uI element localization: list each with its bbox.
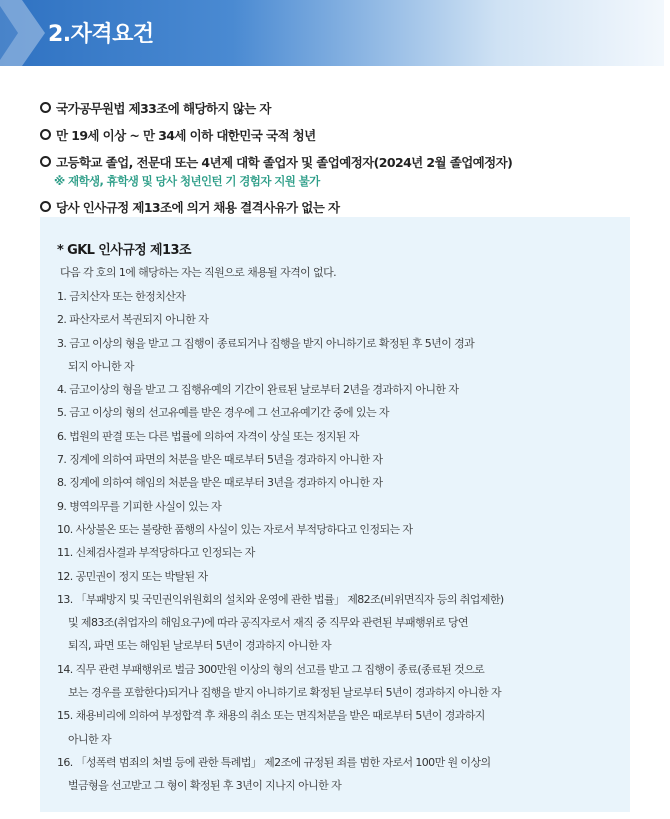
requirements-list — [40, 96, 660, 218]
regulation-items — [57, 285, 617, 798]
regulation-line: 15. 채용비리에 의하여 부정합격 후 채용의 취소 또는 면직처분을 받은 때로부터 5년이 경과하지 — [57, 709, 485, 723]
requirement-item — [40, 123, 660, 146]
regulation-line: 퇴직, 파면 또는 해임된 날로부터 5년이 경과하지 아니한 자 — [68, 639, 332, 653]
circle-bullet-icon — [40, 156, 51, 167]
requirement-item — [40, 96, 660, 119]
regulation-box — [40, 217, 630, 812]
section-header — [0, 0, 664, 66]
regulation-line: 보는 경우를 포함한다)되거나 집행을 받지 아니하기로 확정된 날로부터 5년이 경과하지 아니한 자 — [68, 686, 501, 700]
regulation-line: 9. 병역의무를 기피한 사실이 있는 자 — [57, 499, 222, 513]
regulation-line: 16. 「성폭력 범죄의 처벌 등에 관한 특례법」 제2조에 규정된 죄를 범한 자로서 100만 원 이상의 — [57, 755, 491, 769]
regulation-line: 8. 징계에 의하여 해임의 처분을 받은 때로부터 3년을 경과하지 아니한 자 — [57, 476, 383, 490]
circle-bullet-icon — [40, 102, 51, 113]
regulation-line: 6. 법원의 판결 또는 다른 법률에 의하여 자격이 상실 또는 정지된 자 — [57, 429, 359, 443]
regulation-line: 10. 사상불온 또는 불량한 품행의 사실이 있는 자로서 부적당하다고 인정되는 자 — [57, 522, 413, 536]
regulation-intro: 다음 각 호의 1에 해당하는 자는 직원으로 채용될 자격이 없다. — [60, 266, 336, 279]
regulation-line: 4. 금고이상의 형을 받고 그 집행유예의 기간이 완료된 날로부터 2년을 경과하지 아니한 자 — [57, 383, 459, 397]
requirement-text: 고등학교 졸업, 전문대 또는 4년제 대학 졸업자 및 졸업예정자(2024년 2월 졸업예정자) — [56, 154, 513, 170]
regulation-line: 7. 징계에 의하여 파면의 처분을 받은 때로부터 5년을 경과하지 아니한 자 — [57, 453, 383, 467]
requirement-item — [40, 195, 660, 218]
page-title: 2.자격요건 — [48, 22, 154, 47]
regulation-line: 12. 공민권이 정지 또는 박탈된 자 — [57, 569, 208, 583]
regulation-line: 아니한 자 — [68, 732, 112, 746]
circle-bullet-icon — [40, 201, 51, 212]
regulation-line: 3. 금고 이상의 형을 받고 그 집행이 종료되거나 집행을 받지 아니하기로 확정된 후 5년이 경과 — [57, 336, 475, 350]
requirement-note: ※ 재학생, 휴학생 및 당사 청년인턴 기 경험자 지원 불가 — [54, 174, 320, 188]
regulation-line: 11. 신체검사결과 부적당하다고 인정되는 자 — [57, 546, 255, 560]
circle-bullet-icon — [40, 129, 51, 140]
regulation-line: 및 제83조(취업자의 해임요구)에 따라 공직자로서 재직 중 직무와 관련된 부패행위로 당연 — [68, 616, 469, 630]
regulation-line: 벌금형을 선고받고 그 형이 확정된 후 3년이 지나지 아니한 자 — [68, 779, 342, 793]
regulation-title: * GKL 인사규정 제13조 — [57, 243, 191, 258]
requirement-text: 국가공무원법 제33조에 해당하지 않는 자 — [56, 100, 271, 116]
requirement-text: 당사 인사규정 제13조에 의거 채용 결격사유가 없는 자 — [56, 199, 340, 215]
requirement-item — [40, 150, 660, 173]
regulation-line: 1. 금치산자 또는 한정치산자 — [57, 290, 186, 303]
regulation-line: 5. 금고 이상의 형의 선고유예를 받은 경우에 그 선고유예기간 중에 있는 자 — [57, 406, 389, 420]
regulation-line: 되지 아니한 자 — [68, 359, 134, 373]
regulation-line: 2. 파산자로서 복권되지 아니한 자 — [57, 313, 209, 327]
regulation-line: 14. 직무 관련 부패행위로 벌금 300만원 이상의 형의 선고를 받고 그 집행이 종료(종료된 것으로 — [57, 662, 485, 676]
regulation-line: 13. 「부패방지 및 국민권익위원회의 설치와 운영에 관한 법률」 제82조(비위면직자 등의 취업제한) — [57, 592, 504, 606]
requirement-text: 만 19세 이상 ~ 만 34세 이하 대한민국 국적 청년 — [56, 127, 316, 143]
